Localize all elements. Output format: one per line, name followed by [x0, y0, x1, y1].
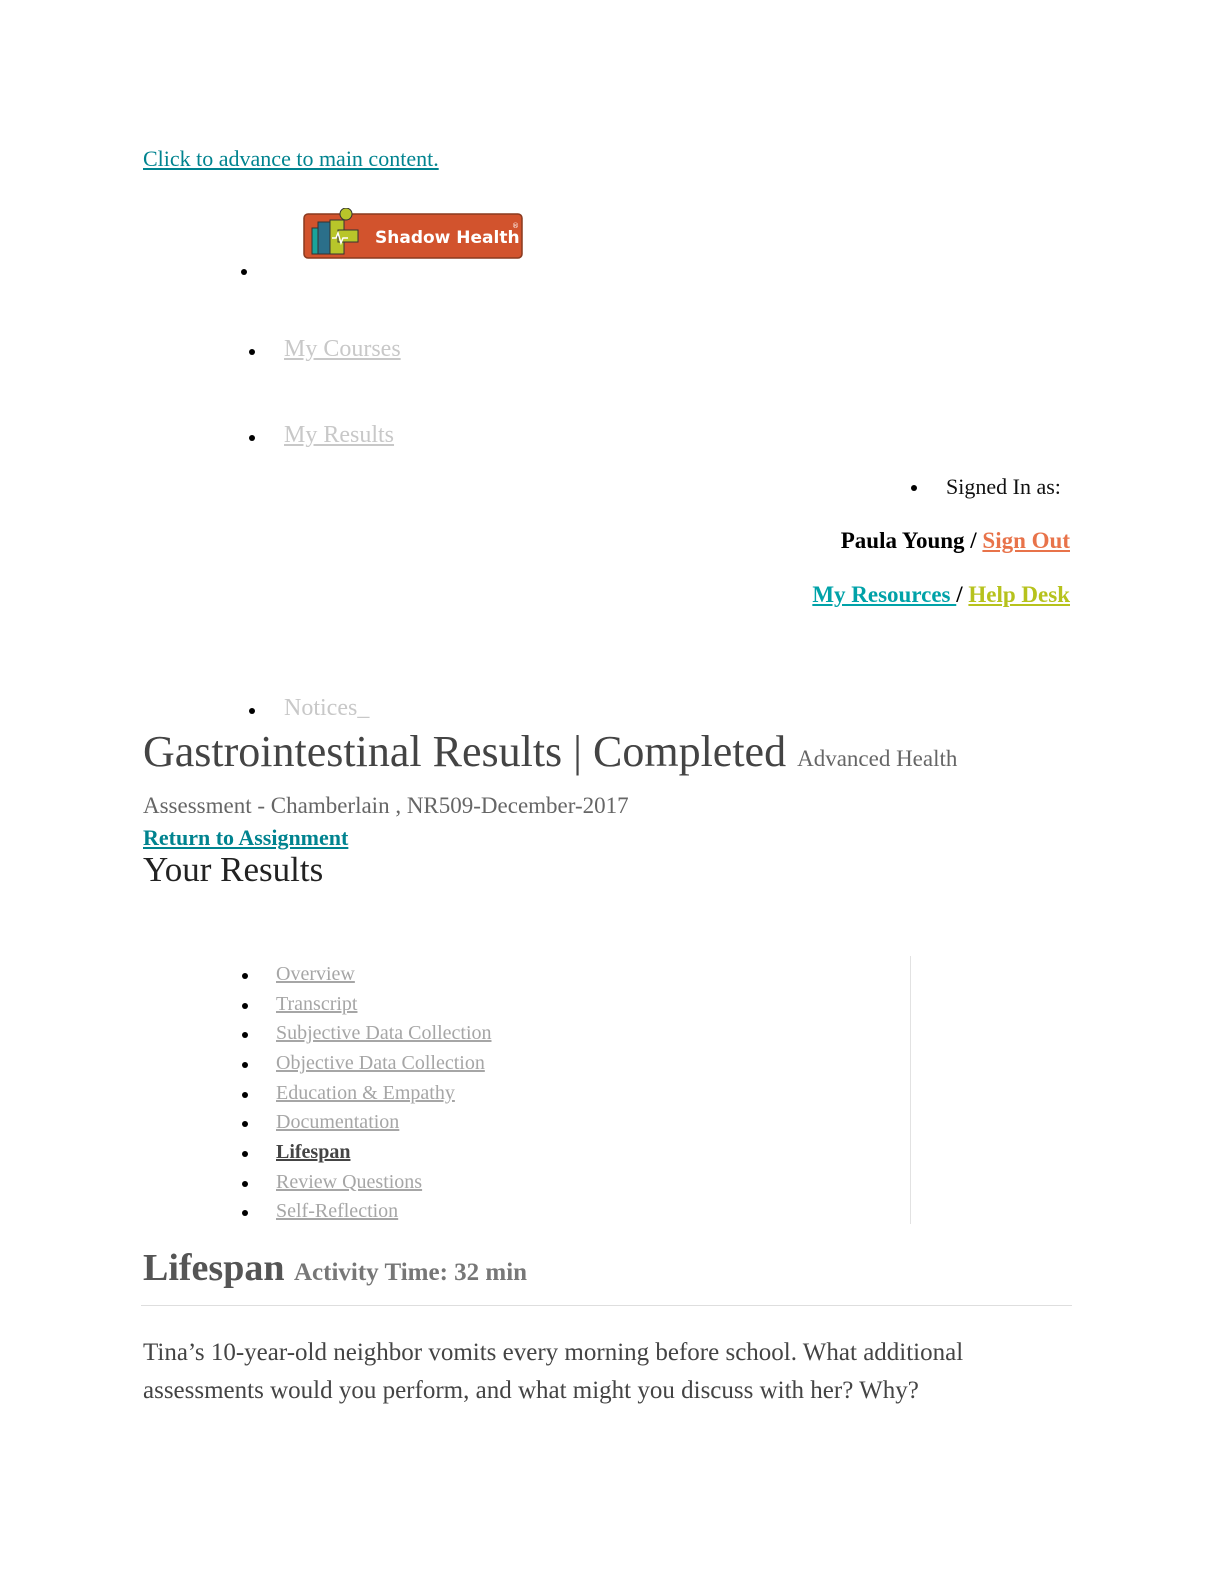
nav-notices[interactable]: Notices_ — [284, 695, 370, 721]
tab-education-empathy[interactable]: Education & Empathy — [276, 1082, 455, 1104]
signed-in-label: Signed In as: — [946, 474, 1061, 499]
tab-review-questions[interactable]: Review Questions — [276, 1171, 423, 1193]
tab-bullet — [242, 1151, 248, 1157]
user-name: Paula Young — [840, 528, 965, 553]
sign-out-link[interactable]: Sign Out — [982, 528, 1070, 553]
tab-bullet — [242, 1062, 248, 1068]
your-results-heading: Your Results — [143, 850, 324, 889]
user-line — [841, 528, 1070, 554]
logo-list-bullet — [241, 269, 247, 275]
logo-wordmark: Shadow Health — [375, 228, 520, 248]
nav-bullet — [249, 708, 255, 714]
nav-my-results[interactable]: My Results — [284, 422, 395, 448]
page-title — [143, 726, 957, 777]
skip-to-content-link[interactable]: Click to advance to main content. — [143, 146, 439, 171]
nav-bullet — [249, 349, 255, 355]
account-bullet — [911, 485, 917, 491]
nav-my-courses[interactable]: My Courses — [284, 336, 401, 362]
tab-bullet — [242, 1003, 248, 1009]
tabs-divider — [910, 956, 911, 1224]
tab-bullet — [242, 1032, 248, 1038]
tab-overview[interactable]: Overview — [276, 963, 355, 985]
tab-bullet — [242, 973, 248, 979]
svg-text:®: ® — [512, 222, 519, 230]
tab-objective-data-collection[interactable]: Objective Data Collection — [276, 1052, 485, 1074]
separator: / — [970, 528, 977, 553]
tab-documentation[interactable]: Documentation — [276, 1111, 400, 1133]
nav-bullet — [249, 435, 255, 441]
tab-bullet — [242, 1121, 248, 1127]
section-title — [143, 1246, 527, 1290]
section-heading: Lifespan — [143, 1247, 285, 1289]
page-title-text: Gastrointestinal Results | Completed — [143, 727, 787, 776]
tab-lifespan[interactable]: Lifespan — [276, 1141, 351, 1163]
lifespan-question: Tina’s 10-year-old neighbor vomits every morning before school. What additional assessments would you perform, and what might you discuss with her? Why? — [143, 1339, 964, 1404]
activity-time: Activity Time: 32 min — [293, 1259, 528, 1286]
course-name-continued: Assessment - Chamberlain , NR509-December-2017 — [143, 793, 629, 818]
section-divider — [141, 1305, 1072, 1306]
shadow-health-logo[interactable] — [302, 208, 524, 262]
help-desk-link[interactable]: Help Desk — [968, 582, 1070, 607]
course-name: Advanced Health — [797, 746, 958, 771]
tab-self-reflection[interactable]: Self-Reflection — [276, 1200, 399, 1222]
my-resources-link[interactable]: My Resources — [812, 582, 957, 607]
resources-line — [812, 582, 1070, 608]
tab-bullet — [242, 1181, 248, 1187]
tab-subjective-data-collection[interactable]: Subjective Data Collection — [276, 1022, 492, 1044]
tab-transcript[interactable]: Transcript — [276, 993, 358, 1015]
return-to-assignment-link[interactable]: Return to Assignment — [143, 825, 349, 850]
tab-bullet — [242, 1210, 248, 1216]
separator: / — [956, 582, 963, 607]
tab-bullet — [242, 1092, 248, 1098]
